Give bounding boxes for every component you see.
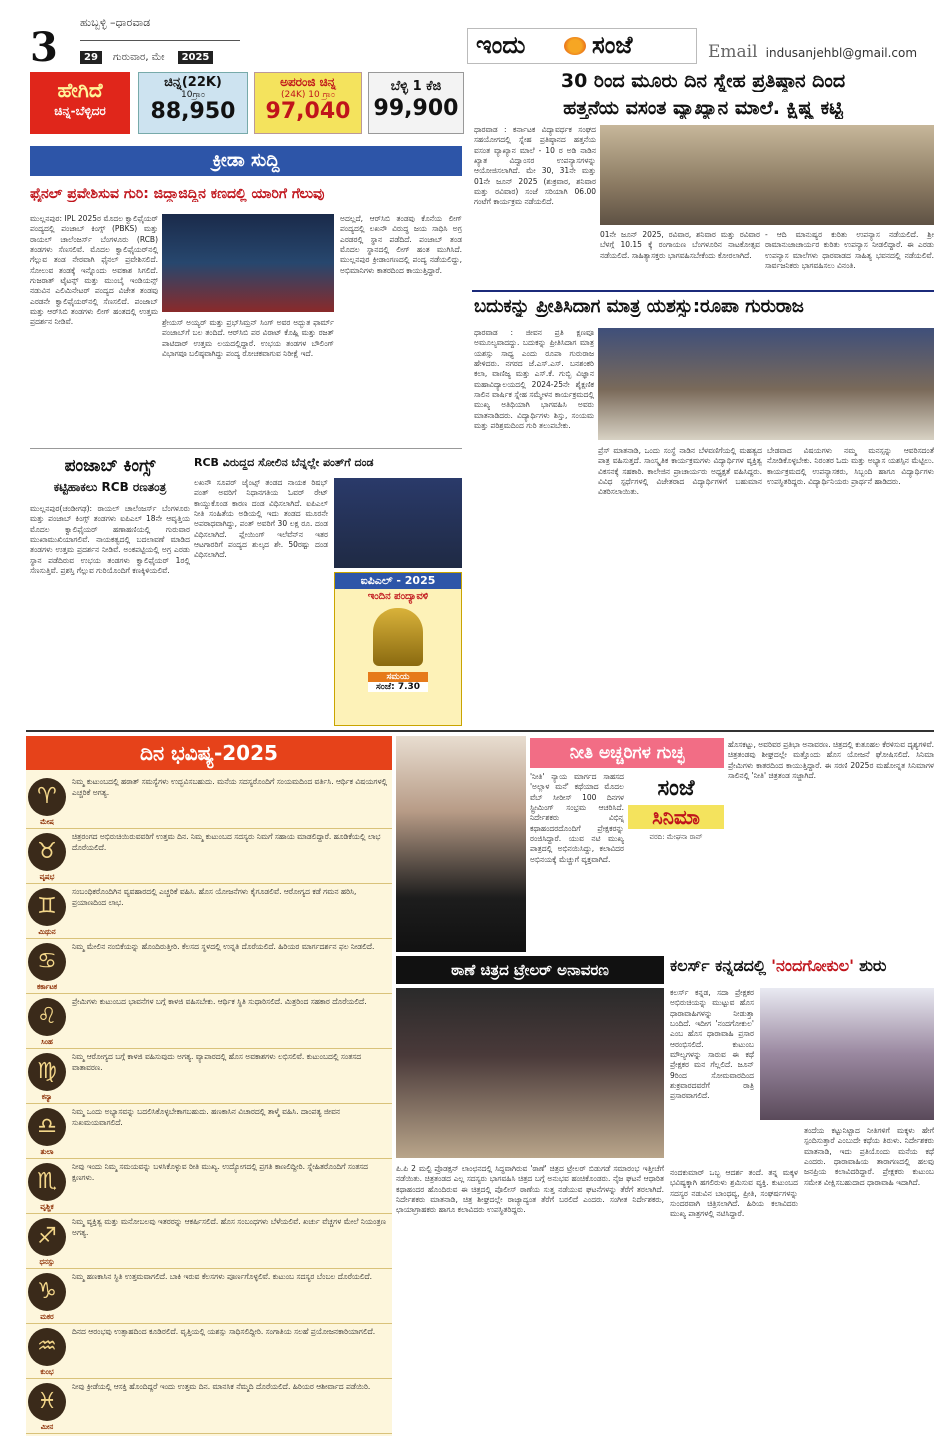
- zodiac-name: ಮಕರ: [40, 1313, 54, 1321]
- zodiac-name: ಕರ್ಕಾಟಕ: [36, 983, 58, 991]
- zodiac-name: ವೃಷಭ: [39, 873, 55, 881]
- zodiac-icon: ♌: [28, 998, 66, 1036]
- trophy-icon: [373, 608, 423, 666]
- cinema-headline-band: [530, 738, 724, 768]
- success-photo: [598, 328, 934, 440]
- lecture-bottom-rule: [472, 290, 934, 292]
- nandagokula-headline-right: ಶುರು: [859, 956, 887, 975]
- zodiac-name: ವೃಶ್ಚಿಕ: [40, 1203, 54, 1211]
- date-line: [80, 45, 240, 61]
- logo-byline: ವರದಿ: ಮೇಘನಾ ರಾವ್: [649, 833, 703, 841]
- silver-box: [368, 72, 464, 134]
- header-city: ಹುಬ್ಬಳ್ಳಿ –ಧಾರವಾಡ: [80, 16, 151, 29]
- date-day: 29: [80, 51, 102, 64]
- nandagokula-photo: [760, 988, 934, 1120]
- zodiac-icon: ♎: [28, 1108, 66, 1146]
- logo-bottom: ಸಿನಿಮಾ: [628, 805, 724, 829]
- pant-headline: RCB ವಿರುದ್ಧದ ಸೋಲಿನ ಬೆನ್ನಲ್ಲೇ ಪಂತ್‌ಗೆ ದಂಡ: [194, 456, 374, 469]
- zodiac-name: ಧನಸ್ಸು: [39, 1258, 55, 1266]
- trailer-photo: [396, 988, 664, 1158]
- sports-body-mid: ಶ್ರೇಯಸ್ ಅಯ್ಯರ್ ಮತ್ತು ಪ್ರಭ್‌ಸಿಮ್ರನ್ ಸಿಂಗ್ ಅವರ ಅದ್ಭುತ ಫಾರ್ಮ್ ಪಂಜಾಬ್‌ಗೆ ಬಲ ತಂದಿದೆ. ಆರ್‌ಸಿಬಿ ಪರ ವಿರಾಟ್ ಕೊಹ್ಲಿ ಮತ್ತು ರಜತ್ ಪಾಟಿದಾರ್ ಉತ್ತಮ ಲಯದಲ್ಲಿದ್ದಾರೆ. ಉಭಯ ತಂಡಗಳ ಬೌಲಿಂಗ್ ವಿಭಾಗವೂ ಬಲಿಷ್ಠವಾಗಿದ್ದು ಪಂದ್ಯ ರೋಚಕವಾಗುವ ನಿರೀಕ್ಷೆ ಇದೆ.: [162, 318, 334, 359]
- ipl-label: ಐಪಿಎಲ್ - 2025: [335, 573, 461, 589]
- zodiac-name: ಮೇಷ: [40, 818, 54, 826]
- zodiac-icon: ♐: [28, 1218, 66, 1256]
- rates-title-line2: ಚಿನ್ನ-ಬೆಳ್ಳಿದರ: [54, 104, 106, 118]
- gold24-unit: (24K) 10 ಗ್ರಾಂ: [281, 90, 335, 100]
- rates-title-box: [30, 72, 130, 134]
- sanje-cinema-logo: [628, 776, 724, 880]
- trailer-body: ಪಿ.ಪಿ 2 ಮಲ್ಟಿ ಪ್ರೊಡಕ್ಷನ್ ಲಾಂಛನದಲ್ಲಿ ಸಿದ್ಧವಾಗಿರುವ 'ಠಾಣೆ' ಚಿತ್ರದ ಟ್ರೇಲರ್ ಬಿಡುಗಡೆ ಸಮಾರಂಭ ಇತ್ತೀಚೆಗೆ ನಡೆಯಿತು. ಚಿತ್ರತಂಡದ ಎಲ್ಲ ಸದಸ್ಯರು ಭಾಗವಹಿಸಿ ಚಿತ್ರದ ಬಗ್ಗೆ ಅನುಭವ ಹಂಚಿಕೊಂಡರು. ನೈಜ ಘಟನೆ ಆಧಾರಿತ ಕಥಾಹಂದರ ಹೊಂದಿರುವ ಈ ಚಿತ್ರದಲ್ಲಿ ಪೊಲೀಸ್ ಠಾಣೆಯ ಸುತ್ತ ನಡೆಯುವ ಘಟನೆಗಳನ್ನು ತೆರೆಗೆ ತರಲಾಗಿದೆ. ನಿರ್ದೇಶಕರು ಮಾತನಾಡಿ, ಚಿತ್ರ ಶೀಘ್ರದಲ್ಲೇ ರಾಜ್ಯಾದ್ಯಂತ ತೆರೆಗೆ ಬರಲಿದೆ ಎಂದರು. ಸಂಗೀತ ನಿರ್ದೇಶಕರು, ಛಾಯಾಗ್ರಾಹಕರು ಹಾಗೂ ಕಲಾವಿದರು ಉಪಸ್ಥಿತರಿದ್ದರು.: [396, 1164, 664, 1215]
- horoscope-title: ದಿನ ಭವಿಷ್ಯ-2025: [140, 741, 278, 765]
- horoscope-row: [26, 1379, 392, 1434]
- paper-name-left: ಇಂದು: [476, 31, 526, 59]
- nandagokula-headline: [670, 956, 934, 984]
- sports-section-band: [30, 146, 462, 176]
- gold24-value: 97,040: [265, 99, 351, 124]
- ipl-sub: ಇಂದಿನ ಪಂದ್ಯಾವಳಿ: [367, 591, 429, 602]
- horoscope-text: ನೀವು ಇಂದು ನಿಮ್ಮ ಸಮಯವನ್ನು ಬಳಸಿಕೊಳ್ಳುವ ರೀತಿ ಮುಖ್ಯ. ಉದ್ಯೋಗದಲ್ಲಿ ಪ್ರಗತಿ ಕಾಣಲಿದ್ದೀರಿ. ಸ್ನೇಹಿತರೊಂದಿಗೆ ಸಂತಸದ ಕ್ಷಣಗಳು.: [72, 1162, 369, 1182]
- zodiac-icon: ♓: [28, 1383, 66, 1421]
- email-label: Email: [708, 42, 758, 62]
- lecture-headline-2: ಹತ್ತನೆಯ ವಸಂತ ವ್ಯಾಖ್ಯಾನ ಮಾಲೆ. ಕ್ಷಿಷ್ಣ ಕಟ್ಟಿ: [563, 97, 843, 119]
- zodiac-icon: ♍: [28, 1053, 66, 1091]
- zodiac-name: ತುಲಾ: [40, 1148, 54, 1156]
- success-body-1: ಧಾರವಾಡ : ಜೀವನ ಪ್ರತಿ ಕ್ಷಣವೂ ಅಮೂಲ್ಯವಾದದ್ದು. ಬದುಕನ್ನು ಪ್ರೀತಿಸಿದಾಗ ಮಾತ್ರ ಯಶಸ್ಸು ಸಾಧ್ಯ ಎಂದು ರೂಪಾ ಗುರುರಾಜ ಹೇಳಿದರು. ನಗರದ ಜೆ.ಎಸ್.ಎಸ್. ಬನಶಂಕರಿ ಕಲಾ, ವಾಣಿಜ್ಯ ಮತ್ತು ಎಸ್.ಕೆ. ಗುಬ್ಬಿ ವಿಜ್ಞಾನ ಮಹಾವಿದ್ಯಾಲಯದಲ್ಲಿ 2024-25ನೇ ಶೈಕ್ಷಣಿಕ ಸಾಲಿನ ವಾರ್ಷಿಕ ಸ್ನೇಹ ಸಮ್ಮೇಳನ ಕಾರ್ಯಕ್ರಮದಲ್ಲಿ ಮುಖ್ಯ ಅತಿಥಿಯಾಗಿ ಭಾಗವಹಿಸಿ ಅವರು ಮಾತನಾಡಿದರು. ವಿದ್ಯಾರ್ಥಿಗಳು ಶಿಸ್ತು, ಸಂಯಮ ಮತ್ತು ಪರಿಶ್ರಮದಿಂದ ಗುರಿ ತಲುಪಬೇಕು.: [474, 328, 594, 431]
- logo-top: ಸಂಜೆ: [657, 776, 695, 801]
- gold24-box: [254, 72, 362, 134]
- horoscope-band: [26, 736, 392, 770]
- rates-title-line1: ಹೇಗಿದೆ: [57, 78, 103, 102]
- date-year: 2025: [178, 51, 214, 64]
- zodiac-name: ಸಿಂಹ: [41, 1038, 53, 1046]
- paper-logo: [467, 28, 697, 64]
- email-address[interactable]: indusanjehbl@gmail.com: [765, 46, 918, 60]
- zodiac-icon: ♈: [28, 778, 66, 816]
- horoscope-text: ನಿಮ್ಮ ವ್ಯಕ್ತಿತ್ವ ಮತ್ತು ಮನೋಬಲವು ಇತರರನ್ನು ಆಕರ್ಷಿಸಲಿದೆ. ಹೊಸ ಸಂಬಂಧಗಳು ಬೆಳೆಯಲಿವೆ. ಖರ್ಚು ವೆಚ್ಚಗಳ ಮೇಲೆ ನಿಯಂತ್ರಣ ಅಗತ್ಯ.: [72, 1217, 386, 1237]
- sports-body-right: ಅದಲ್ಲದೆ, ಆರ್‌ಸಿಬಿ ತಂಡವು ಕೊನೆಯ ಲೀಗ್ ಪಂದ್ಯದಲ್ಲಿ ಲಖನೌ ವಿರುದ್ಧ ಜಯ ಸಾಧಿಸಿ ಅಗ್ರ ಎರಡರಲ್ಲಿ ಸ್ಥಾನ ಪಡೆದಿದೆ. ಪಂಜಾಬ್ ತಂಡ ಮೊದಲ ಸ್ಥಾನದಲ್ಲಿ ಲೀಗ್ ಹಂತ ಮುಗಿಸಿದೆ. ಮುಲ್ಲನಪುರ ಕ್ರೀಡಾಂಗಣದಲ್ಲಿ ಪಂದ್ಯ ನಡೆಯಲಿದ್ದು, ಅಭಿಮಾನಿಗಳು ಕಾತರದಿಂದ ಕಾಯುತ್ತಿದ್ದಾರೆ.: [340, 214, 462, 275]
- header-rule: [80, 40, 240, 41]
- horoscope-row: [26, 1214, 392, 1269]
- lecture-body-2: 01ನೇ ಜೂನ್ 2025, ರವಿವಾರ, ಶನಿವಾರ ಮತ್ತು ರವಿವಾರ ಬೆಳಗ್ಗೆ 10.15 ಕ್ಕೆ ರಂಗಾಯಣ ಬೆಂಗಳೂರಿನ ನಾಟಕೋತ್ಸವ ನಡೆಯಲಿದೆ. ಸಾಹಿತ್ಯಾಸಕ್ತರು ಭಾಗವಹಿಸಬೇಕೆಂದು ಕೋರಲಾಗಿದೆ.: [600, 230, 760, 260]
- zodiac-name: ಕನ್ಯಾ: [41, 1093, 53, 1101]
- pant-body: ಲಖನೌ ಸೂಪರ್ ಜೈಂಟ್ಸ್ ತಂಡದ ನಾಯಕ ರಿಷಭ್ ಪಂತ್ ಅವರಿಗೆ ನಿಧಾನಗತಿಯ ಓವರ್ ರೇಟ್ ಕಾಯ್ದುಕೊಂಡ ಕಾರಣ ದಂಡ ವಿಧಿಸಲಾಗಿದೆ. ಐಪಿಎಲ್ ನೀತಿ ಸಂಹಿತೆಯ ಅಡಿಯಲ್ಲಿ ಇದು ತಂಡದ ಮೂರನೇ ಅಪರಾಧವಾಗಿದ್ದು, ಪಂತ್ ಅವರಿಗೆ 30 ಲಕ್ಷ ರೂ. ದಂಡ ವಿಧಿಸಲಾಗಿದೆ. ಪ್ಲೇಯಿಂಗ್ ಇಲೆವೆನ್‌ನ ಇತರ ಆಟಗಾರರಿಗೆ ಪಂದ್ಯದ ಶುಲ್ಕದ ಶೇ. 50ರಷ್ಟು ದಂಡ ವಿಧಿಸಲಾಗಿದೆ.: [194, 478, 328, 560]
- zodiac-icon: ♏: [28, 1163, 66, 1201]
- zodiac-icon: ♒: [28, 1328, 66, 1366]
- zodiac-icon: ♊: [28, 888, 66, 926]
- pant-photo: [334, 478, 462, 568]
- gold22-value: 88,950: [150, 99, 236, 124]
- horoscope-row: [26, 774, 392, 829]
- masthead: [0, 0, 945, 71]
- zodiac-name: ಮೀನ: [40, 1423, 54, 1431]
- punjab-headline-1: ಪಂಜಾಬ್ ಕಿಂಗ್ಸ್: [64, 456, 156, 476]
- nandagokula-body-1: ಕಲರ್ಸ್ ಕನ್ನಡ, ಸದಾ ಪ್ರೇಕ್ಷಕರ ಅಭಿರುಚಿಯನ್ನು ಮುಟ್ಟುವ ಹೊಸ ಧಾರಾವಾಹಿಗಳನ್ನು ನೀಡುತ್ತಾ ಬಂದಿದೆ. ಇದೀಗ 'ನಂದಗೋಕುಲ' ಎಂಬ ಹೊಸ ಧಾರಾವಾಹಿ ಪ್ರಸಾರ ಆರಂಭಿಸಲಿದೆ. ಕುಟುಂಬ ಮೌಲ್ಯಗಳನ್ನು ಸಾರುವ ಈ ಕಥೆ ಪ್ರೇಕ್ಷಕರ ಮನ ಗೆಲ್ಲಲಿದೆ. ಜೂನ್ 9ರಿಂದ ಸೋಮವಾರದಿಂದ ಶುಕ್ರವಾರದವರೆಗೆ ರಾತ್ರಿ ಪ್ರಸಾರವಾಗಲಿದೆ.: [670, 988, 754, 1101]
- horoscope-row: [26, 884, 392, 939]
- horoscope-row: [26, 1104, 392, 1159]
- page-number: 3: [30, 24, 58, 71]
- horoscope-text: ನಿಮ್ಮ ಕುಟುಂಬದಲ್ಲಿ ಹಠಾತ್ ಸಮಸ್ಯೆಗಳು ಉದ್ಭವಿಸಬಹುದು. ಮನೆಯ ಸದಸ್ಯರೊಂದಿಗೆ ಸಂಯಮದಿಂದ ವರ್ತಿಸಿ. ಆರ್ಥಿಕ ವಿಷಯಗಳಲ್ಲಿ ಎಚ್ಚರಿಕೆ ಅಗತ್ಯ.: [72, 777, 388, 797]
- zodiac-icon: ♑: [28, 1273, 66, 1311]
- paper-name-right: ಸಂಜೆ: [592, 31, 633, 59]
- date-weekday: ಗುರುವಾರ, ಮೇ: [113, 52, 165, 63]
- sports-body-left: ಮುಲ್ಲನಪುರ: IPL 2025ರ ಮೊದಲ ಕ್ವಾಲಿಫೈಯರ್ ಪಂದ್ಯದಲ್ಲಿ ಪಂಜಾಬ್ ಕಿಂಗ್ಸ್ (PBKS) ಮತ್ತು ರಾಯಲ್ ಚಾಲೆಂಜರ್ಸ್ ಬೆಂಗಳೂರು (RCB) ತಂಡಗಳು ಸೆಣಸಲಿವೆ. ಮೊದಲ ಕ್ವಾಲಿಫೈಯರ್‌ನಲ್ಲಿ ಗೆಲ್ಲುವ ತಂಡ ನೇರವಾಗಿ ಫೈನಲ್ ಪ್ರವೇಶಿಸಲಿದೆ. ಸೋಲುವ ತಂಡಕ್ಕೆ ಇನ್ನೊಂದು ಅವಕಾಶ ಸಿಗಲಿದೆ. ಗುಜರಾತ್ ಟೈಟನ್ಸ್ ಮತ್ತು ಮುಂಬೈ ಇಂಡಿಯನ್ಸ್ ನಡುವಿನ ಎಲಿಮಿನೇಟರ್ ಪಂದ್ಯದ ವಿಜೇತ ತಂಡವು ಎರಡನೇ ಕ್ವಾಲಿಫೈಯರ್‌ನಲ್ಲಿ ಸೆಣಸಲಿದೆ. ಪಂಜಾಬ್ ಮತ್ತು ಆರ್‌ಸಿಬಿ ತಂಡಗಳು ಲೀಗ್ ಹಂತದಲ್ಲಿ ಉತ್ತಮ ಪ್ರದರ್ಶನ ನೀಡಿವೆ.: [30, 214, 158, 327]
- horoscope-row: [26, 829, 392, 884]
- ipl-time: ಸಂಜೆ: 7.30: [368, 682, 428, 692]
- horoscope-row: [26, 939, 392, 994]
- horoscope-text: ನಿಮ್ಮ ಆರೋಗ್ಯದ ಬಗ್ಗೆ ಕಾಳಜಿ ವಹಿಸುವುದು ಅಗತ್ಯ. ವ್ಯಾಪಾರದಲ್ಲಿ ಹೊಸ ಅವಕಾಶಗಳು ಲಭಿಸಲಿವೆ. ಕುಟುಂಬದಲ್ಲಿ ಸಂತಸದ ವಾತಾವರಣ.: [72, 1052, 362, 1072]
- silver-label: ಬೆಳ್ಳಿ 1 ಕೆಜಿ: [390, 79, 442, 94]
- gold22-label: ಚಿನ್ನ(22K): [164, 75, 222, 90]
- sports-photo: [162, 214, 334, 312]
- zodiac-icon: ♉: [28, 833, 66, 871]
- lecture-body-3: - ಆದಿ ಮಾನುಷ್ಯರ ಕುರಿತು ಉಪನ್ಯಾಸ ನಡೆಯಲಿದೆ. ಶ್ರೀ ರಾಮಾನುಜಾಚಾರ್ಯರ ಕುರಿತು ಉಪನ್ಯಾಸ ನೀಡಲಿದ್ದಾರೆ. ಈ ಎರಡು ಉಪನ್ಯಾಸ ಮಾಲೆಗಳು ಧಾರವಾಡದ ಸಾಹಿತ್ಯ ಭವನದಲ್ಲಿ ನಡೆಯಲಿವೆ. ಸಾರ್ವಜನಿಕರು ಭಾಗವಹಿಸಲು ವಿನಂತಿ.: [765, 230, 934, 271]
- horoscope-row: [26, 1049, 392, 1104]
- gold24-label: ಅಪರಂಜಿ ಚಿನ್ನ: [280, 75, 336, 89]
- silver-value: 99,900: [373, 96, 459, 121]
- horoscope-row: [26, 1324, 392, 1379]
- sun-logo-icon: [564, 37, 586, 55]
- success-body-2: ಪ್ರೆಸ್ ಮಾತನಾಡಿ, ಒಂದು ಸಂಸ್ಥೆ ನಾಡಿನ ಬೆಳವಣಿಗೆಯಲ್ಲಿ ಮಹತ್ವದ ಪಾತ್ರ ವಹಿಸುತ್ತದೆ. ಸಾಂಸ್ಕೃತಿಕ ಕಾರ್ಯಕ್ರಮಗಳು ವಿದ್ಯಾರ್ಥಿಗಳ ವ್ಯಕ್ತಿತ್ವ ವಿಕಸನಕ್ಕೆ ಸಹಕಾರಿ. ಕಾಲೇಜಿನ ಪ್ರಾಚಾರ್ಯರು ಅಧ್ಯಕ್ಷತೆ ವಹಿಸಿದ್ದರು. ವಿವಿಧ ಸ್ಪರ್ಧೆಗಳಲ್ಲಿ ವಿಜೇತರಾದ ವಿದ್ಯಾರ್ಥಿಗಳಿಗೆ ಬಹುಮಾನ ವಿತರಿಸಲಾಯಿತು.: [598, 446, 762, 497]
- cinema-headline: ನೀತಿ ಅಚ್ಚರಿಗಳ ಗುಚ್ಛ: [569, 743, 685, 763]
- nandagokula-body-3: ತಂದೆಯ ಕಟ್ಟುನಿಟ್ಟಾದ ನೀತಿಗಳಿಗೆ ಮಕ್ಕಳು ಹೇಗೆ ಸ್ಪಂದಿಸುತ್ತಾರೆ ಎಂಬುದೇ ಕಥೆಯ ತಿರುಳು. ನಿರ್ದೇಶಕರು ಮಾತನಾಡಿ, ಇದು ಪ್ರತಿಯೊಂದು ಮನೆಯ ಕಥೆ ಎಂದರು. ಧಾರಾವಾಹಿಯ ತಾರಾಗಣದಲ್ಲಿ ಹಲವು ಜನಪ್ರಿಯ ಕಲಾವಿದರಿದ್ದಾರೆ. ಪ್ರೇಕ್ಷಕರು ಕುಟುಂಬ ಸಮೇತ ವೀಕ್ಷಿಸಬಹುದಾದ ಧಾರಾವಾಹಿ ಇದಾಗಿದೆ.: [804, 1126, 934, 1187]
- horoscope-text: ದಿನದ ಆರಂಭವು ಉತ್ಸಾಹದಿಂದ ಕೂಡಿರಲಿದೆ. ವೃತ್ತಿಯಲ್ಲಿ ಯಶಸ್ಸು ಸಾಧಿಸಲಿದ್ದೀರಿ. ಸಂಗಾತಿಯ ಸಲಹೆ ಪ್ರಯೋಜನಕಾರಿಯಾಗಲಿದೆ.: [72, 1327, 376, 1336]
- sports-headline: ಫೈನಲ್ ಪ್ರವೇಶಿಸುವ ಗುರಿ: ಜಿದ್ದಾಜಿದ್ದಿನ ಕಣದಲ್ಲಿ ಯಾರಿಗೆ ಗೆಲುವು: [30, 186, 325, 202]
- lecture-headline-1: 30 ರಿಂದ ಮೂರು ದಿನ ಸ್ನೇಹ ಪ್ರತಿಷ್ಠಾನ ದಿಂದ: [560, 70, 846, 92]
- zodiac-name: ಮಿಥುನ: [38, 928, 56, 936]
- success-body-3: ಬೇಡವಾದ ವಿಷಯಗಳು ನಮ್ಮ ಮನಸ್ಸನ್ನು ಆವರಿಸದಂತೆ ನೋಡಿಕೊಳ್ಳಬೇಕು. ನಿರಂತರ ಓದು ಮತ್ತು ಅಭ್ಯಾಸ ಯಶಸ್ಸಿನ ಮೆಟ್ಟಿಲು. ಕಾರ್ಯಕ್ರಮದಲ್ಲಿ ಉಪನ್ಯಾಸಕರು, ಸಿಬ್ಬಂದಿ ಹಾಗೂ ವಿದ್ಯಾರ್ಥಿಗಳು ಉಪಸ್ಥಿತರಿದ್ದರು. ವಿದ್ಯಾರ್ಥಿನಿಯರು ಪ್ರಾರ್ಥನೆ ಹಾಡಿದರು.: [767, 446, 934, 487]
- cinema-body-1: 'ನೀತಿ' ನ್ಯಾಯ ಮಾರ್ಗದ ಸಾಹಸದ 'ಅಲ್ಲಾಳ ಮನೆ' ಕಥೆಯಾದ ಮೊದಲ ವೆಬ್ ಸೀರೀಸ್ 100 ದಿನಗಳ ಸ್ಟ್ರೀಮಿಂಗ್ ಸಂಭ್ರಮ ಆಚರಿಸಿದೆ. ನಿರ್ದೇಶಕರು ವಿಭಿನ್ನ ಕಥಾಹಂದರದೊಂದಿಗೆ ಪ್ರೇಕ್ಷಕರನ್ನು ರಂಜಿಸಿದ್ದಾರೆ. ಯುವ ನಟಿ ಮುಖ್ಯ ಪಾತ್ರದಲ್ಲಿ ಅಭಿನಯಿಸಿದ್ದು, ಕಲಾವಿದರ ಅಭಿನಯಕ್ಕೆ ಮೆಚ್ಚುಗೆ ವ್ಯಕ್ತವಾಗಿದೆ.: [530, 772, 624, 864]
- nandagokula-headline-left: ಕಲರ್ಸ್ ಕನ್ನಡದಲ್ಲಿ: [670, 956, 766, 975]
- horoscope-text: ನಿಮ್ಮ ಹಣಕಾಸಿನ ಸ್ಥಿತಿ ಉತ್ತಮವಾಗಲಿದೆ. ಬಾಕಿ ಇರುವ ಕೆಲಸಗಳು ಪೂರ್ಣಗೊಳ್ಳಲಿವೆ. ಕುಟುಂಬ ಸದಸ್ಯರ ಬೆಂಬಲ ದೊರೆಯಲಿದೆ.: [72, 1272, 373, 1281]
- email-block: [708, 42, 933, 64]
- cinema-body-2: ಹೊಸಕಟ್ಟು, ಅವರಿವರ ಪ್ರತಿಭಾ ಅನಾವರಣ. ಚಿತ್ರದಲ್ಲಿ ಕುತೂಹಲ ಕೆರಳಿಸುವ ದೃಶ್ಯಗಳಿವೆ. ಚಿತ್ರತಂಡವು ಶೀಘ್ರದಲ್ಲೇ ಮತ್ತೊಂದು ಹೊಸ ಯೋಜನೆ ಘೋಷಿಸಲಿದೆ. ಸಿನಿಮಾ ಪ್ರೇಮಿಗಳು ಕಾತರದಿಂದ ಕಾಯುತ್ತಿದ್ದಾರೆ. ಈ ಸರಣಿ 2025ರ ಮಹೋನ್ನತ ಸಿನಿಮಾಗಳ ಸಾಲಿನಲ್ಲಿ 'ನೀತಿ' ಚಿತ್ರತಂಡ ಸಜ್ಜಾಗಿದೆ.: [728, 740, 934, 781]
- trailer-headline: ಠಾಣೆ ಚಿತ್ರದ ಟ್ರೇಲರ್ ಅನಾವರಣ: [451, 961, 609, 979]
- horoscope-row: [26, 994, 392, 1049]
- sports-section-title: ಕ್ರೀಡಾ ಸುದ್ದಿ: [212, 150, 280, 171]
- nandagokula-body-2: ನಂದಕುಮಾರ್ ಒಬ್ಬ ಆದರ್ಶ ತಂದೆ. ತನ್ನ ಮಕ್ಕಳ ಭವಿಷ್ಯಕ್ಕಾಗಿ ಹಗಲಿರುಳು ಶ್ರಮಿಸುವ ವ್ಯಕ್ತಿ. ಕುಟುಂಬದ ಸದಸ್ಯರ ನಡುವಿನ ಬಾಂಧವ್ಯ, ಪ್ರೀತಿ, ಸಂಘರ್ಷಗಳನ್ನು ಸುಂದರವಾಗಿ ಚಿತ್ರಿಸಲಾಗಿದೆ. ಹಿರಿಯ ಕಲಾವಿದರು ಮುಖ್ಯ ಪಾತ್ರಗಳಲ್ಲಿ ನಟಿಸಿದ್ದಾರೆ.: [670, 1168, 798, 1219]
- sports-divider: [30, 448, 462, 449]
- gold22-box: [138, 72, 248, 134]
- horoscope-text: ಸಂಬಂಧಿಕರೊಂದಿಗಿನ ವ್ಯವಹಾರದಲ್ಲಿ ಎಚ್ಚರಿಕೆ ವಹಿಸಿ. ಹೊಸ ಯೋಜನೆಗಳು ಕೈಗೂಡಲಿವೆ. ಆರೋಗ್ಯದ ಕಡೆ ಗಮನ ಹರಿಸಿ, ಪ್ರಯಾಣದಿಂದ ಲಾಭ.: [72, 887, 357, 907]
- punjab-body: ಮುಲ್ಲನಪುರ(ಚಂಡೀಗಢ): ರಾಯಲ್ ಚಾಲೆಂಜರ್ಸ್ ಬೆಂಗಳೂರು ಮತ್ತು ಪಂಜಾಬ್ ಕಿಂಗ್ಸ್ ತಂಡಗಳು ಐಪಿಎಲ್ 18ನೇ ಆವೃತ್ತಿಯ ಮೊದಲ ಕ್ವಾಲಿಫೈಯರ್ ಹಣಾಹಣಿಯಲ್ಲಿ ಗುರುವಾರ ಮುಖಾಮುಖಿಯಾಗಲಿವೆ. ನಾಯಕತ್ವದಲ್ಲಿ ಬದಲಾವಣೆ ಮಾಡಿದ ತಂಡಗಳು ಉತ್ತಮ ಪ್ರದರ್ಶನ ನೀಡಿವೆ. ಅಂಕಪಟ್ಟಿಯಲ್ಲಿ ಅಗ್ರ ಎರಡು ಸ್ಥಾನ ಪಡೆದಿರುವ ಉಭಯ ತಂಡಗಳು ಕ್ವಾಲಿಫೈಯರ್ 1ರಲ್ಲಿ ಸೆಣಸುತ್ತಿವೆ. ಪ್ರಶಸ್ತಿ ಗೆಲ್ಲುವ ಗುರಿಯೊಂದಿಗೆ ಕಣಕ್ಕಿಳಿಯಲಿವೆ.: [30, 504, 190, 576]
- punjab-headline-2: ಕಟ್ಟಿಹಾಕಲು RCB ರಣತಂತ್ರ: [53, 480, 167, 494]
- zodiac-icon: ♋: [28, 943, 66, 981]
- gold22-unit: 10ಗ್ರಾಂ: [181, 90, 205, 100]
- ipl-time-label: ಸಮಯ: [368, 672, 428, 682]
- horoscope-row: [26, 1159, 392, 1214]
- horoscope-text: ಚಿತ್ರರಂಗದ ಅಭಿರುಚಿಯಿರುವವರಿಗೆ ಉತ್ತಮ ದಿನ. ನಿಮ್ಮ ಕುಟುಂಬದ ಸದಸ್ಯರು ನಿಮಗೆ ಸಹಾಯ ಮಾಡಲಿದ್ದಾರೆ. ಹೂಡಿಕೆಯಲ್ಲಿ ಲಾಭ ದೊರೆಯಲಿದೆ.: [72, 832, 381, 852]
- horoscope-text: ಪ್ರೇಮಿಗಳು ಕುಟುಂಬದ ಭಾವನೆಗಳ ಬಗ್ಗೆ ಕಾಳಜಿ ವಹಿಸಬೇಕು. ಆರ್ಥಿಕ ಸ್ಥಿತಿ ಸುಧಾರಿಸಲಿದೆ. ಮಿತ್ರರಿಂದ ಸಹಕಾರ ದೊರೆಯಲಿದೆ.: [72, 997, 367, 1006]
- mid-page-rule: [26, 730, 934, 732]
- horoscope-row: [26, 1269, 392, 1324]
- horoscope-text: ನಿಮ್ಮ ಒಂದು ಅಭ್ಯಾಸವನ್ನು ಬದಲಿಸಿಕೊಳ್ಳಬೇಕಾಗಬಹುದು. ಹಣಕಾಸಿನ ವಿಚಾರದಲ್ಲಿ ತಾಳ್ಮೆ ವಹಿಸಿ. ದಾಂಪತ್ಯ ಜೀವನ ಸುಖಮಯವಾಗಲಿದೆ.: [72, 1107, 341, 1127]
- lecture-body-1: ಧಾರವಾಡ : ಕರ್ನಾಟಕ ವಿದ್ಯಾವರ್ಧಕ ಸಂಘದ ಸಹಯೋಗದಲ್ಲಿ ಸ್ನೇಹ ಪ್ರತಿಷ್ಠಾನದ ಹತ್ತನೆಯ ವಸಂತ ವ್ಯಾಖ್ಯಾನ ಮಾಲೆ - 10 ರ ಅಡಿ ನಾಡಿನ ಖ್ಯಾತ ವಿದ್ವಾಂಸರ ಉಪನ್ಯಾಸಗಳನ್ನು ಆಯೋಜಿಸಲಾಗಿದೆ. ಮೇ 30, 31ನೇ ಮತ್ತು 01ನೇ ಜೂನ್ 2025 (ಶುಕ್ರವಾರ, ಶನಿವಾರ ಮತ್ತು ರವಿವಾರ) ಸಂಜೆ ಸರಿಯಾಗಿ 06.00 ಗಂಟೆಗೆ ಕಾರ್ಯಕ್ರಮ ನಡೆಯಲಿದೆ.: [474, 125, 596, 207]
- horoscope-text: ನಿಮ್ಮ ಮೇಲಿನ ನಂಬಿಕೆಯನ್ನು ಹೊಂದಿರುತ್ತೀರಿ. ಕೆಲಸದ ಸ್ಥಳದಲ್ಲಿ ಉನ್ನತಿ ದೊರೆಯಲಿದೆ. ಹಿರಿಯರ ಮಾರ್ಗದರ್ಶನ ಫಲ ನೀಡಲಿದೆ.: [72, 942, 375, 951]
- nandagokula-headline-quote: 'ನಂದಗೋಕುಲ': [771, 956, 854, 975]
- success-headline: ಬದುಕನ್ನು ಪ್ರೀತಿಸಿದಾಗ ಮಾತ್ರ ಯಶಸ್ಸು:ರೂಪಾ ಗುರುರಾಜ: [474, 296, 804, 317]
- actress-photo: [396, 736, 526, 952]
- trailer-headline-bar: [396, 956, 664, 984]
- horoscope-text: ನೀವು ಕ್ರೀಡೆಯಲ್ಲಿ ಆಸಕ್ತಿ ಹೊಂದಿದ್ದರೆ ಇಂದು ಉತ್ತಮ ದಿನ. ಮಾನಸಿಕ ನೆಮ್ಮದಿ ದೊರೆಯಲಿದೆ. ಹಿರಿಯರ ಆಶೀರ್ವಾದ ಪಡೆಯಿರಿ.: [72, 1382, 371, 1391]
- lecture-photo: [600, 125, 934, 225]
- ipl-box: [334, 572, 462, 726]
- zodiac-name: ಕುಂಭ: [40, 1368, 54, 1376]
